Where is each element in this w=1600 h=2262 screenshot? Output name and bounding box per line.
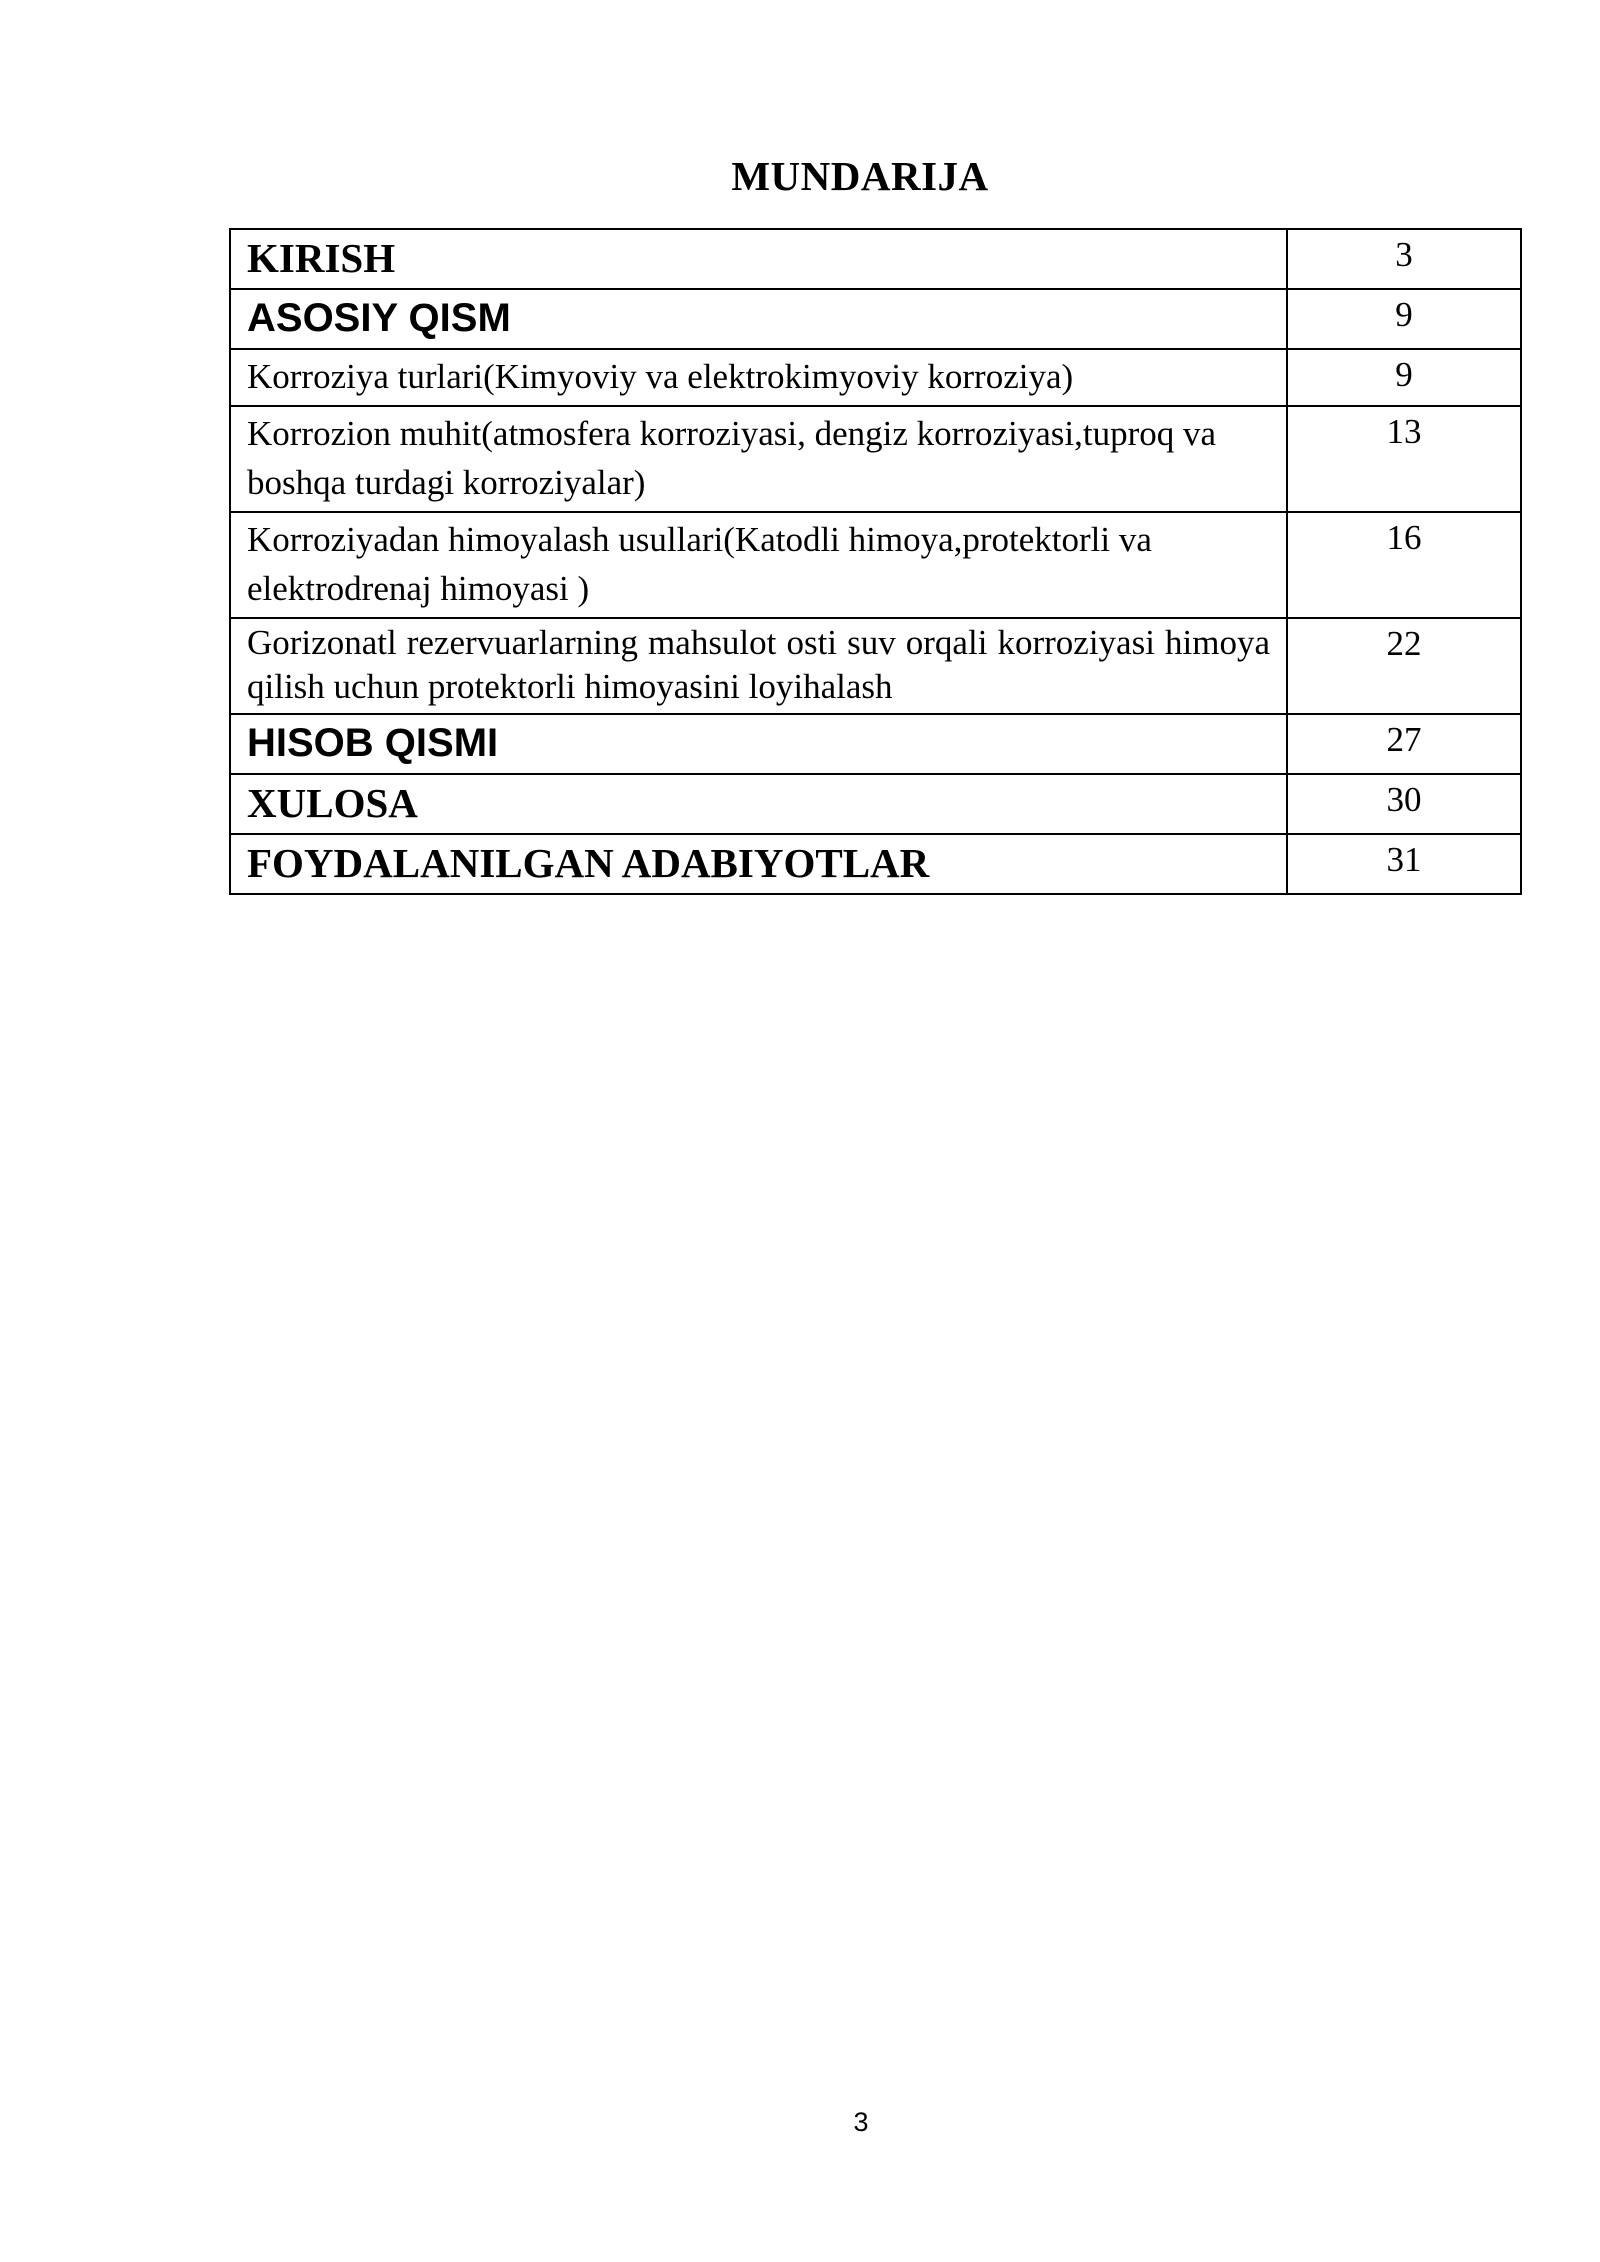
- toc-entry-title: Korroziyadan himoyalash usullari(Katodli himoya,protektorli va elektrodrenaj himoyasi ): [230, 512, 1287, 618]
- table-of-contents: [229, 228, 1522, 895]
- toc-row-himoyalash-usullari: [230, 512, 1521, 618]
- toc-entry-page: 31: [1287, 834, 1521, 894]
- toc-entry-title: Korrozion muhit(atmosfera korroziyasi, dengiz korroziyasi,tuproq va boshqa turdagi korroziyalar): [230, 406, 1287, 512]
- toc-row-hisob-qismi: [230, 714, 1521, 774]
- toc-row-kirish: [230, 229, 1521, 289]
- toc-row-korrozion-muhit: [230, 406, 1521, 512]
- toc-entry-title: XULOSA: [230, 774, 1287, 834]
- toc-entry-title: KIRISH: [230, 229, 1287, 289]
- toc-entry-title: ASOSIY QISM: [230, 289, 1287, 349]
- toc-entry-title: FOYDALANILGAN ADABIYOTLAR: [230, 834, 1287, 894]
- toc-row-korroziya-turlari: [230, 349, 1521, 406]
- toc-entry-page: 30: [1287, 774, 1521, 834]
- toc-row-gorizonatl-rezervuarlar: [230, 618, 1521, 714]
- toc-entry-page: 13: [1287, 406, 1521, 512]
- toc-entry-title: Korroziya turlari(Kimyoviy va elektrokimyoviy korroziya): [230, 349, 1287, 406]
- toc-entry-page: 3: [1287, 229, 1521, 289]
- page-title: MUNDARIJA: [731, 153, 989, 199]
- toc-entry-page: 9: [1287, 289, 1521, 349]
- toc-entry-page: 9: [1287, 349, 1521, 406]
- toc-row-xulosa: [230, 774, 1521, 834]
- toc-row-foydalanilgan-adabiyotlar: [230, 834, 1521, 894]
- toc-entry-title: Gorizonatl rezervuarlarning mahsulot osti suv orqali korroziyasi himoya qilish uchun protektorli himoyasini loyihalash: [230, 618, 1287, 714]
- page-number: 3: [853, 2107, 869, 2137]
- toc-entry-page: 27: [1287, 714, 1521, 774]
- toc-entry-page: 22: [1287, 618, 1521, 714]
- toc-entry-page: 16: [1287, 512, 1521, 618]
- toc-row-asosiy-qism: [230, 289, 1521, 349]
- toc-entry-title: HISOB QISMI: [230, 714, 1287, 774]
